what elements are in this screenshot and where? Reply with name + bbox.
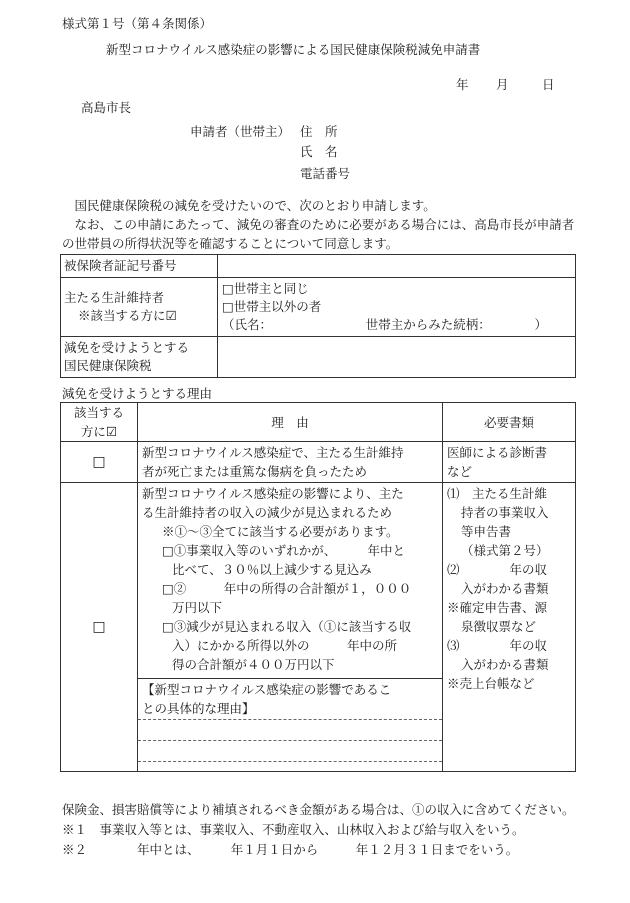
- address-label: 住 所: [300, 124, 338, 139]
- specific-reason-label-2: との具体的な理由】: [142, 701, 255, 716]
- row2-docs-line: ⑴ 主たる生計維: [447, 486, 548, 501]
- specific-reason-line[interactable]: [138, 719, 442, 740]
- insured-number-field[interactable]: [218, 255, 576, 278]
- row2-reason: [138, 483, 443, 772]
- footer-note-1: ※１ 事業収入等とは、事業収入、不動産収入、山林収入および給与収入をいう。: [62, 822, 525, 837]
- option-other-detail[interactable]: （氏名： 世帯主からみた続柄： ）: [222, 317, 548, 332]
- row2-docs-line: ⑵ 年の収: [447, 562, 548, 577]
- row1-checkbox[interactable]: □: [61, 442, 138, 483]
- specific-reason-label-1: 【新型コロナウイルス感染症の影響であるこ: [142, 682, 392, 697]
- specific-reason-line[interactable]: [138, 761, 442, 770]
- row2-condition-3-cont: 得の合計額が４００万円以下: [172, 657, 335, 672]
- insured-number-label: 被保険者証記号番号: [61, 255, 218, 278]
- intro-line-1: 国民健康保険税の減免を受けたいので、次のとおり申請します。: [74, 198, 436, 213]
- applicant-label: 申請者（世帯主）: [190, 124, 291, 139]
- row2-requirement-note: ※①～③全てに該当する必要があります。: [162, 524, 399, 539]
- reason-header-row: [61, 403, 576, 442]
- intro-line-2: なお、この申請にあたって、減免の審査のために必要がある場合には、高島市長が申請者の世帯員の所得状況等を確認することについて同意します。: [62, 217, 575, 251]
- row1-reason-line-2: 者が死亡または重篤な傷病を負ったため: [142, 464, 368, 479]
- reason-row-2: [61, 483, 576, 772]
- main-earner-options: [218, 278, 576, 337]
- date-year-label: 年: [456, 77, 469, 92]
- row2-docs: [443, 483, 576, 772]
- row2-docs-line: 等申告書: [461, 524, 512, 539]
- applicant-info-table: [60, 254, 576, 378]
- row2-condition-1-cont: 比べて、３０％以上減少する見込み: [172, 562, 372, 577]
- row2-docs-line: 持者の事業収入: [461, 505, 549, 520]
- date-day-label: 日: [542, 77, 555, 92]
- phone-label: 電話番号: [300, 166, 351, 181]
- row1-docs: [443, 442, 576, 483]
- row1-docs-line-2: など: [447, 464, 473, 479]
- tax-row: [61, 337, 576, 378]
- tax-label-1: 減免を受けようとする: [64, 340, 190, 355]
- reason-caption: 減免を受けようとする理由: [62, 386, 213, 401]
- row2-condition-1[interactable]: □①事業収入等のいずれかが、 年中と: [162, 543, 406, 558]
- row2-reason-line: る生計維持者の収入の減少が見込まれるため: [142, 505, 393, 520]
- tax-label: [61, 337, 218, 378]
- main-earner-label-1: 主たる生計維持者: [64, 290, 165, 305]
- option-other-than-head[interactable]: □世帯主以外の者: [222, 299, 322, 314]
- row2-condition-2[interactable]: □② 年中の所得の合計額が１，０００: [162, 581, 412, 596]
- insured-number-row: [61, 255, 576, 278]
- row2-docs-line: （様式第２号）: [461, 543, 549, 558]
- row2-condition-3[interactable]: □③減少が見込まれる収入（①に該当する収: [162, 619, 412, 634]
- tax-label-2: 国民健康保険税: [64, 358, 152, 373]
- row2-docs-line: 泉徴収票など: [461, 619, 537, 634]
- header-check-1: 該当する: [73, 405, 124, 420]
- footer-note-2: ※２ 年中とは、 年１月１日から 年１２月３１日までをいう。: [62, 842, 519, 857]
- addressee: 高島市長: [81, 100, 132, 115]
- row2-condition-3-cont: 入）にかかる所得以外の 年中の所: [172, 638, 398, 653]
- tax-field[interactable]: [218, 337, 576, 378]
- row2-docs-line: 入がわかる書類: [461, 657, 549, 672]
- row2-docs-line: ※売上台帳など: [447, 676, 535, 691]
- date-month-label: 月: [496, 77, 509, 92]
- row2-condition-2-cont: 万円以下: [172, 600, 223, 615]
- header-check-2: 方に☑: [80, 424, 118, 439]
- header-docs: 必要書類: [443, 403, 576, 442]
- main-earner-label: [61, 278, 218, 337]
- row2-checkbox[interactable]: □: [61, 483, 138, 772]
- header-check: [61, 403, 138, 442]
- intro-text: [62, 196, 582, 253]
- reason-row-1: [61, 442, 576, 483]
- specific-reason-box: [138, 678, 442, 719]
- row2-docs-line: ※確定申告書、源: [447, 600, 548, 615]
- reason-table: [60, 402, 576, 772]
- specific-reason-line[interactable]: [138, 740, 442, 761]
- main-earner-label-2: ※該当する方に☑: [78, 308, 177, 323]
- row1-reason-line-1: 新型コロナウイルス感染症で、主たる生計維持: [142, 445, 404, 460]
- document-title: 新型コロナウイルス感染症の影響による国民健康保険税減免申請書: [106, 42, 481, 57]
- name-label: 氏 名: [300, 144, 338, 159]
- row2-reason-line: 新型コロナウイルス感染症の影響により、主た: [142, 486, 404, 501]
- header-reason: 理 由: [138, 403, 443, 442]
- row2-docs-line: ⑶ 年の収: [447, 638, 548, 653]
- row1-reason: [138, 442, 443, 483]
- row1-docs-line-1: 医師による診断書: [447, 445, 548, 460]
- row2-docs-line: 入がわかる書類: [461, 581, 549, 596]
- form-id: 様式第１号（第４条関係）: [62, 16, 213, 31]
- main-earner-row: [61, 278, 576, 337]
- footer-note-insurance: 保険金、損害賠償等により補填されるべき金額がある場合は、①の収入に含めてください。: [62, 802, 575, 817]
- option-same-as-head[interactable]: □世帯主と同じ: [222, 281, 309, 296]
- footer-notes: [62, 800, 602, 860]
